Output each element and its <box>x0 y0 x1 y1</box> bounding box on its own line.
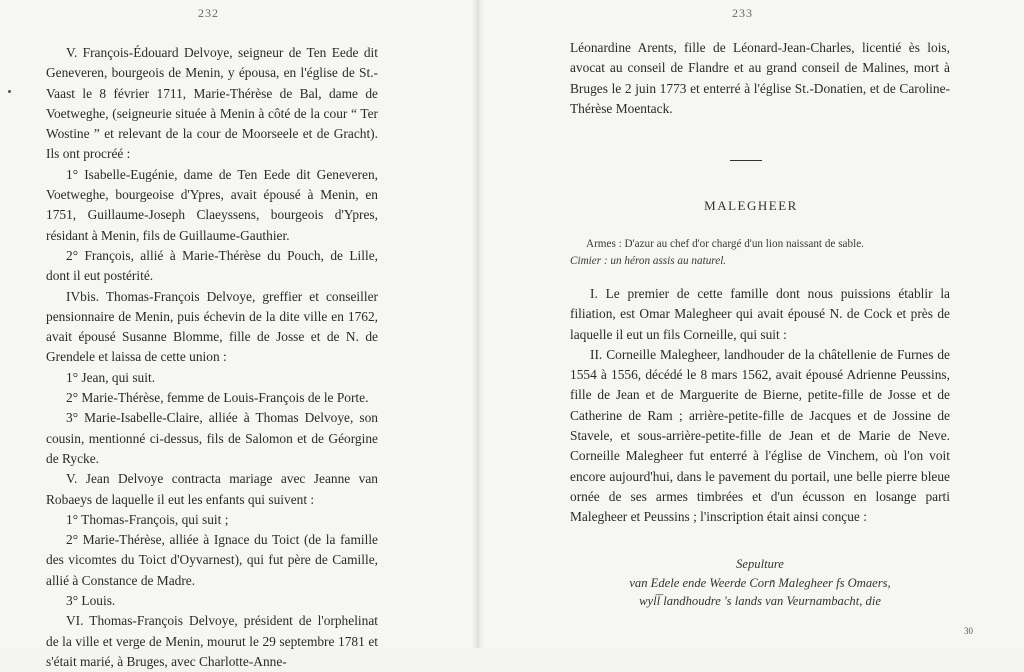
paragraph: VI. Thomas-François Delvoye, président de l'orphelinat de la ville et verge de Menin, mourut le 29 septembre 1781 et s'était marié, à Bruges, avec Charlotte-Anne- <box>46 613 378 669</box>
armes-line: Armes : D'azur au chef d'or chargé d'un lion naissant de sable. <box>586 238 864 250</box>
paragraph: I. Le premier de cette famille dont nous puissions établir la filiation, est Omar Malegheer qui avait épousé N. de Cock et près de laquelle il eut un fils Corneille, qui suit : <box>570 286 950 342</box>
paragraph: 2° François, allié à Marie-Thérèse du Pouch, de Lille, dont il eut postérité. <box>46 247 378 284</box>
epitaph-line: van Edele ende Weerde Corn̄ Malegheer fs Omaers, <box>629 575 891 590</box>
page-number-left: 232 <box>198 6 219 20</box>
paragraph: 2° Marie-Thérèse, alliée à Ignace du Toict (de la famille des vicomtes du Toict d'Oyvarnest), qui fut père de Camille, allié à Constance de Madre. <box>46 532 378 588</box>
margin-mark <box>8 90 11 93</box>
epitaph-line: wyl͞l landhoudre 's lands van Veurnambacht, die <box>639 594 881 608</box>
signature-mark: 30 <box>964 626 973 636</box>
epitaph-line: Sepulture <box>736 557 784 571</box>
paragraph: 3° Louis. <box>66 593 116 609</box>
paragraph: II. Corneille Malegheer, landhouder de la châtellenie de Furnes de 1554 à 1556, décédé le 8 mars 1562, avait épousé Adrienne Peussins, fille de Jean et de Marguerite de Bierne, petite-fille de Josse et de Catherine de Ram ; arrière-petite-fille de Jacques et de Jossine de Stavele, et sous-arrière-petite-fille de Jean et de Marie de Neve. Corneille Malegheer fut enterré à l'église de Vinchem, où l'on voit encore aujourd'hui, dans le pavement du portail, une belle pierre bleue ornée de ses armes timbrées et d'un écusson en losange parti Malegheer et Peussins ; l'inscription était ainsi conçue : <box>570 346 950 525</box>
right-page <box>478 0 1024 648</box>
paragraph: V. Jean Delvoye contracta mariage avec Jeanne van Robaeys de laquelle il eut les enfants qui suivent : <box>46 471 378 507</box>
left-page <box>0 0 478 669</box>
section-heading: MALEGHEER <box>704 198 798 213</box>
right-page-text <box>570 284 950 528</box>
paragraph: 1° Thomas-François, qui suit ; <box>66 511 229 527</box>
paragraph: 2° Marie-Thérèse, femme de Louis-François de le Porte. <box>66 390 369 406</box>
cimier-line: Cimier : un héron assis au naturel. <box>570 255 727 267</box>
page-number-right: 233 <box>732 6 753 20</box>
right-page-opening <box>570 38 950 119</box>
paragraph: 1° Isabelle-Eugénie, dame de Ten Eede dit Geneveren, Voetweghe, bourgeoise d'Ypres, avait épousé à Menin, en 1751, Guillaume-Joseph Claeyssens, bourgeois d'Ypres, résidant à Menin, fils de Guillaume-Gauthier. <box>46 166 378 243</box>
paragraph: 3° Marie-Isabelle-Claire, alliée à Thomas Delvoye, son cousin, mentionné ci-dessus, fils de Salomon et de Géorgine de Rycke. <box>46 410 378 466</box>
section-divider <box>730 160 762 161</box>
paragraph: IVbis. Thomas-François Delvoye, greffier et conseiller pensionnaire de Menin, puis échevin de la dite ville en 1762, avait épousé Susanne Blomme, fille de Josse et de N. de Grendele et laissa de cette union : <box>46 288 378 365</box>
paragraph: 1° Jean, qui suit. <box>66 369 156 385</box>
left-page-text <box>46 43 378 672</box>
epitaph-inscription <box>570 555 950 611</box>
coat-of-arms-description <box>570 236 950 270</box>
paragraph: V. François-Édouard Delvoye, seigneur de Ten Eede dit Geneveren, bourgeois de Menin, y épousa, en l'église de St.-Vaast le 8 février 1711, Marie-Thérèse de Bal, dame de Voetweghe, (seigneurie située à Menin à côté de la cour “ Ter Wostine ” et relevant de la cour de Moorseele et de Gracht). Ils ont procréé : <box>46 45 378 162</box>
paragraph: Léonardine Arents, fille de Léonard-Jean-Charles, licentié ès lois, avocat au conseil de Flandre et au grand conseil de Malines, mort à Bruges le 2 juin 1773 et enterré à l'église St.-Donatien, et de Caroline-Thérèse Moentack. <box>570 40 950 116</box>
